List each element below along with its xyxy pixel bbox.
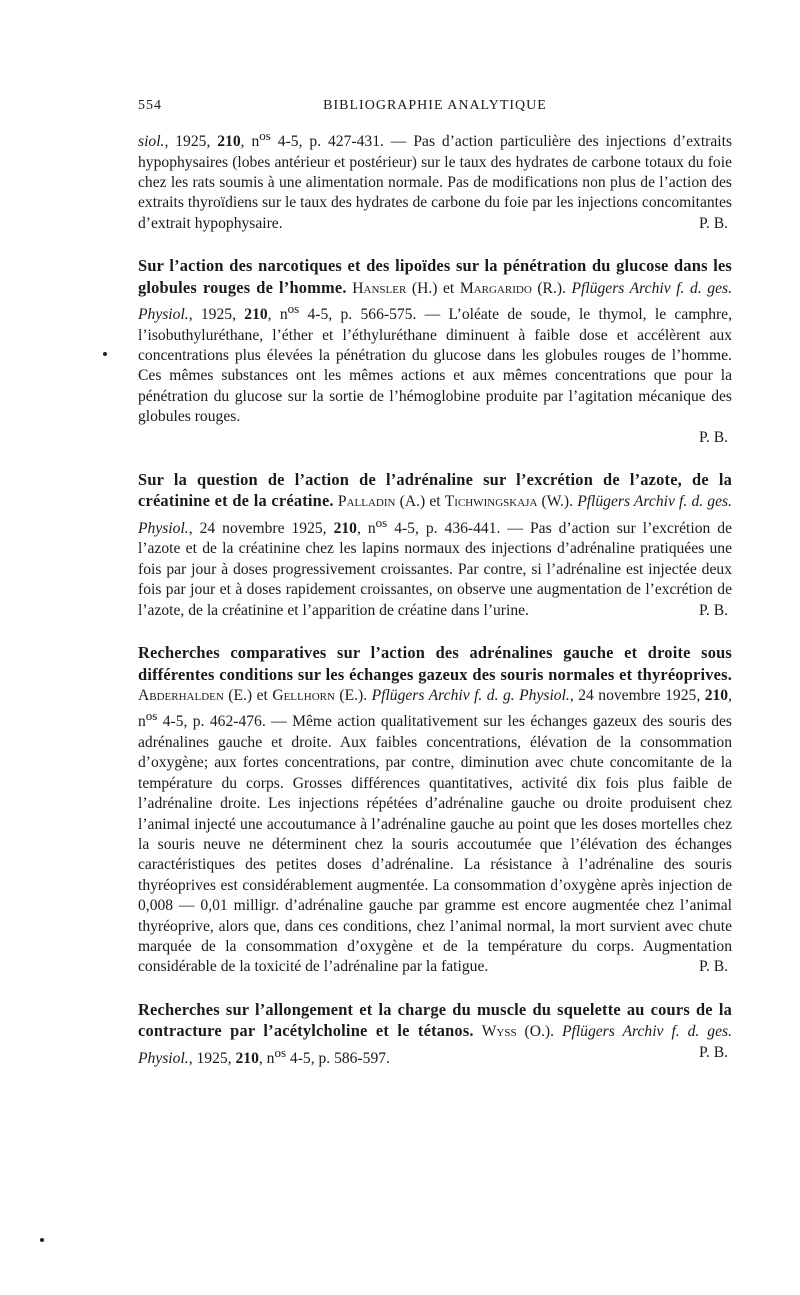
citation-year: , 24 novembre 1925,: [569, 686, 705, 704]
citation-volume: 210: [333, 520, 357, 538]
author-initials: (H.) et: [406, 279, 460, 297]
running-title: BIBLIOGRAPHIE ANALYTIQUE: [323, 98, 547, 113]
citation-journal: Pflügers Archiv f. d. g. Physiol.: [371, 686, 570, 704]
citation-issue-prefix: , n: [267, 306, 288, 324]
citation-pages: 4-5, p. 462-476. —: [157, 713, 293, 731]
author-name: Palladin: [337, 493, 396, 511]
citation-pages: 4-5, p. 427-431. —: [270, 133, 414, 151]
author-initials: (E.) et: [223, 686, 273, 704]
entry-continuation: [138, 126, 732, 234]
entry-spacer: [138, 448, 732, 470]
citation-year: , 1925,: [164, 133, 218, 151]
entry: [138, 643, 732, 978]
entry-title: Sur la question de l’action de l’adrénaline sur l’excrétion de l’azote, de la créatinine et de la créatine.: [138, 470, 732, 511]
entry-title: Sur l’action des narcotiques et des lipoïdes sur la pénétration du glucose dans les globules rouges de l’homme.: [138, 256, 732, 297]
citation-issue-sup: os: [259, 128, 271, 143]
abstract-text: Même action qualitativement sur les échanges gazeux des souris des adrénalines gauche et droite. Aux faibles concentrations, élévation de la consommation d’oxygène; aux fortes concentrations, par contre, diminution avec chute concomitante de la température du corps. Grosses différences quantitatives, activité dix fois plus faible de l’adrénaline droite. Les injections répétées d’adrénaline gauche ou droite produisent chez l’animal injecté une accoutumance à l’adrénaline gauche au point que les doses mortelles chez la souris neuve ne déterminent chez la souris accoutumée que l’élévation des échanges caractéristiques des petites doses d’adrénaline. La résistance à l’adrénaline des souris thyréoprives est considérablement augmentée. La consommation d’oxygène après injection de 0,008 — 0,01 milligr. d’adrénaline gauche par gramme est encore augmentée chez l’animal thyréoprive, alors que, dans ces conditions, chez l’animal normal, la mort survient avec chute marquée de la consommation d’oxygène et de la température du corps. Augmentation considérable de la toxicité de l’adrénaline par la fatigue.: [138, 713, 733, 976]
reviewer-signature: P. B.: [698, 1043, 728, 1061]
citation-year: , 1925,: [188, 1049, 236, 1067]
author-initials: (A.) et: [395, 493, 445, 511]
entry-spacer: [138, 234, 732, 256]
author-initials: (W.).: [537, 493, 578, 511]
entry: [138, 256, 732, 448]
reviewer-signature: P. B.: [698, 958, 728, 976]
citation-volume: 210: [235, 1049, 259, 1067]
abstract-text: Pas d’action sur l’excrétion de l’azote et de la créatinine chez les lapins normaux des injections d’adrénaline pratiquées une fois par jour à doses progressivement croissantes. Par contre, si l’adrénaline est injectée deux fois par jour et à doses rapidement croissantes, on observe une augmentation de l’excrétion de l’azote, de la créatinine et l’apparition de créatine dans l’urine.: [138, 520, 732, 619]
citation-year: , 1925,: [188, 306, 245, 324]
margin-speck: [40, 1238, 44, 1242]
margin-speck: [103, 352, 107, 356]
citation-volume: 210: [244, 306, 268, 324]
citation-issue-prefix: , n: [240, 133, 260, 151]
author-initials: (R.).: [531, 279, 572, 297]
entry-title: Recherches comparatives sur l’action des adrénalines gauche et droite sous différentes conditions sur les échanges gazeux des souris normales et thyréoprives.: [138, 643, 732, 684]
entry: [138, 470, 732, 621]
author-name: Margarido: [459, 279, 532, 297]
citation-pages: 4-5, p. 436-441. —: [387, 520, 530, 538]
citation-pages: 4-5, p. 566-575. —: [299, 306, 449, 324]
author-name: Wyss: [481, 1023, 517, 1041]
citation-volume: 210: [217, 133, 241, 151]
citation-journal: Pflügers Archiv f. d. ges. Physiol.: [138, 493, 732, 538]
reviewer-signature: P. B.: [698, 601, 728, 619]
citation-issue-sup: os: [145, 708, 158, 724]
citation-journal: Pflügers Archiv f. d. ges. Physiol.: [138, 1023, 732, 1067]
abstract-text: Pas d’action particulière des injections d’extraits hypophysaires (lobes antérieur et postérieur) sur le taux des hydrates de carbone totaux du foie chez les rats soumis à une alimentation normale. Pas de modifications non plus de l’action des extraits thyroïdiens sur le taux des hydrates de carbone du foie par les injections concomitantes d’extrait hypophysaire.: [138, 133, 733, 232]
page-number: 554: [138, 98, 162, 113]
citation-issue-sup: os: [274, 1044, 287, 1060]
author-name: Abderhalden: [138, 686, 224, 704]
entry: [138, 1000, 732, 1069]
citation-issue-sup: os: [287, 301, 300, 317]
abstract-text: L’oléate de soude, le thymol, le camphre, l’isobuthyluréthane, l’éther et l’éthyluréthane diminuent à faible dose et accélèrent aux concentrations plus élevées la pénétration du glucose dans les globules rouges de l’homme. Ces mêmes substances ont les mêmes actions et aux mêmes concentrations que pour la pénétration du glucose sur la sortie de l’hémoglobine produite par l’agitation mécanique des globules rouges.: [138, 306, 732, 426]
citation-issue-prefix: , n: [258, 1049, 275, 1067]
citation-issue-prefix: , n: [356, 520, 376, 538]
citation-journal: siol.: [138, 133, 165, 151]
author-name: Gellhorn: [272, 686, 335, 704]
entry-spacer: [138, 978, 732, 1000]
entry-spacer: [138, 621, 732, 643]
citation-journal: Pflügers Archiv f. d. ges. Physiol.: [138, 279, 732, 324]
author-initials: (E.).: [334, 686, 372, 704]
reviewer-signature: P. B.: [698, 214, 728, 232]
reviewer-signature: P. B.: [698, 428, 728, 446]
author-name: Tichwingskaja: [444, 493, 538, 511]
author-initials: (O.).: [516, 1023, 562, 1041]
citation-issue-prefix: , n: [138, 686, 732, 731]
citation-pages: 4-5, p. 586-597.: [286, 1049, 390, 1067]
author-name: Hansler: [352, 279, 407, 297]
entry-title: Recherches sur l’allongement et la charge du muscle du squelette au cours de la contracture par l’acétylcholine et le tétanos.: [138, 999, 732, 1041]
citation-issue-sup: os: [375, 514, 388, 530]
running-header: [138, 98, 732, 120]
citation-year: , 24 novembre 1925,: [188, 520, 334, 538]
page-body: [138, 126, 732, 1069]
citation-volume: 210: [704, 686, 729, 704]
